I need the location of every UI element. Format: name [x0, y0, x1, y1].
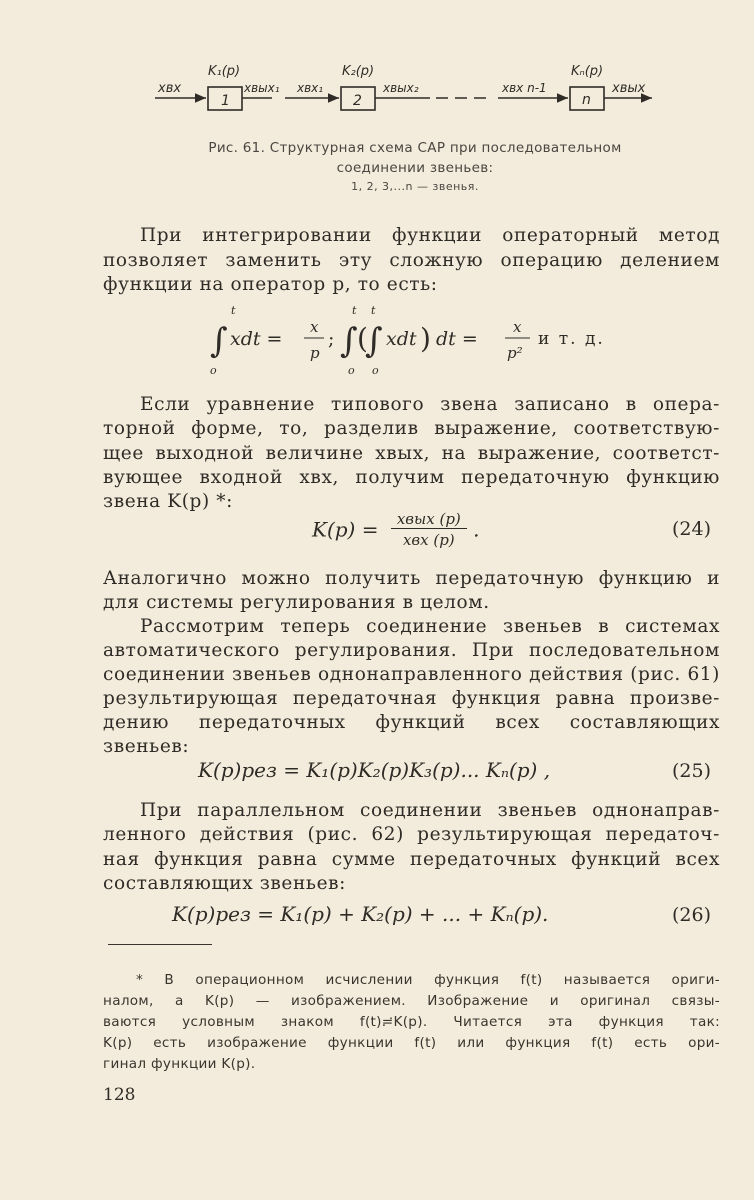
- page-number: 128: [103, 1085, 136, 1105]
- svg-text:∫: ∫: [340, 321, 358, 361]
- paragraph-1-line-1: При интегрировании функции операторный метод: [140, 225, 720, 246]
- block-n-transfer-function: Kₙ(p): [571, 64, 604, 79]
- paragraph-5-line-1: При параллельном соединении звеньев однонаправ-: [140, 800, 720, 821]
- svg-text:∫: ∫: [210, 321, 228, 361]
- svg-text:;: ;: [328, 328, 335, 350]
- signal-x-out-2: xвых₂: [383, 81, 419, 95]
- paragraph-4-line-3: соединении звеньев однонаправленного действия (рис. 61): [103, 664, 720, 685]
- svg-text:o: o: [210, 364, 217, 377]
- footnote-separator: [108, 944, 212, 945]
- paragraph-3-line-1: Аналогично можно получить передаточную функцию и: [103, 568, 720, 589]
- svg-text:xdt: xdt: [386, 328, 417, 350]
- paragraph-4-line-5: дению передаточных функций всех составляющих: [103, 712, 720, 733]
- footnote-line-1: * В операционном исчислении функция f(t) называется ориги-: [136, 972, 720, 988]
- block-n-number: n: [582, 92, 591, 108]
- paragraph-2-line-3: щее выходной величине xвых, на выражение, соответст-: [103, 443, 720, 464]
- svg-text:t: t: [352, 304, 357, 317]
- equation-24-number: (24): [672, 518, 712, 540]
- footnote-line-3: ваются условным знаком f(t)≓K(p). Читается эта функция так:: [103, 1014, 720, 1030]
- equation-24-denominator: xвх (p): [402, 531, 455, 549]
- svg-text:x: x: [310, 318, 319, 336]
- paragraph-2-line-5: звена K(p) *:: [103, 491, 233, 512]
- signal-x-out-1: xвых₁: [244, 81, 280, 95]
- svg-text:p²: p²: [507, 344, 523, 362]
- figure-caption-line-2: соединении звеньев:: [336, 160, 494, 176]
- signal-x-in: xвх: [158, 81, 182, 96]
- block-2-number: 2: [353, 93, 362, 109]
- series-connection-diagram: [140, 55, 660, 125]
- svg-text:o: o: [372, 364, 379, 377]
- paragraph-2-line-1: Если уравнение типового звена записано в опера-: [140, 394, 720, 415]
- svg-text:t: t: [371, 304, 376, 317]
- paragraph-4-line-6: звеньев:: [103, 736, 190, 757]
- equation-24: K(p) = $\frac{\text{xвых (p)}}{\text{xвх (p)}}$ .: [312, 510, 480, 549]
- equation-24-lhs: K(p) =: [312, 517, 379, 542]
- signal-x-in-n-1: xвх n-1: [502, 81, 547, 95]
- svg-text:x: x: [513, 318, 522, 336]
- paragraph-4-line-4: результирующая передаточная функция равна произве-: [103, 688, 720, 709]
- svg-text:p: p: [310, 344, 320, 362]
- block-2-transfer-function: K₂(p): [342, 64, 375, 79]
- paragraph-1-line-3: функции на оператор p, то есть:: [103, 274, 438, 295]
- footnote-line-5: гинал функции K(p).: [103, 1056, 256, 1072]
- svg-text:∫: ∫: [365, 321, 383, 361]
- equation-26: K(p)рез = K₁(p) + K₂(p) + ... + Kₙ(p).: [172, 902, 549, 926]
- svg-text:o: o: [348, 364, 355, 377]
- formula-integral: [200, 300, 620, 378]
- svg-text:(: (: [357, 322, 368, 355]
- paragraph-5-line-3: ная функция равна сумме передаточных функций всех: [103, 849, 720, 870]
- svg-text:): ): [420, 322, 431, 355]
- signal-x-out: xвых: [612, 81, 646, 96]
- equation-25: K(p)рез = K₁(p)K₂(p)K₃(p)... Kₙ(p) ,: [198, 758, 551, 782]
- footnote-line-4: K(p) есть изображение функции f(t) или функция f(t) есть ори-: [103, 1035, 720, 1051]
- paragraph-2-line-2: торной форме, то, разделив выражение, соответствую-: [103, 418, 720, 439]
- footnote-line-2: налом, а K(p) — изображением. Изображение и оригинал связы-: [103, 993, 720, 1009]
- svg-text:dt =: dt =: [436, 328, 478, 350]
- paragraph-4-line-2: автоматического регулирования. При последовательном: [103, 640, 720, 661]
- equation-26-number: (26): [672, 904, 712, 926]
- paragraph-5-line-2: ленного действия (рис. 62) результирующая передаточ-: [103, 824, 720, 845]
- figure-caption-line-1: Рис. 61. Структурная схема САР при последовательном: [208, 140, 622, 156]
- equation-24-numerator: xвых (p): [391, 510, 467, 529]
- block-1-transfer-function: K₁(p): [208, 64, 241, 79]
- block-1-number: 1: [221, 93, 230, 109]
- svg-text:xdt =: xdt =: [230, 328, 283, 350]
- figure-caption-line-3: 1, 2, 3,...n — звенья.: [351, 180, 479, 193]
- equation-25-number: (25): [672, 760, 712, 782]
- paragraph-3-line-2: для системы регулирования в целом.: [103, 592, 490, 613]
- paragraph-1-line-2: позволяет заменить эту сложную операцию делением: [103, 250, 720, 271]
- formula-integral-tail: и т. д.: [538, 329, 605, 349]
- paragraph-5-line-4: составляющих звеньев:: [103, 873, 346, 894]
- paragraph-2-line-4: вующее входной xвх, получим передаточную функцию: [103, 467, 720, 488]
- signal-x-in-1: xвх₁: [297, 81, 324, 95]
- svg-text:t: t: [231, 304, 236, 317]
- paragraph-4-line-1: Рассмотрим теперь соединение звеньев в системах: [140, 616, 720, 637]
